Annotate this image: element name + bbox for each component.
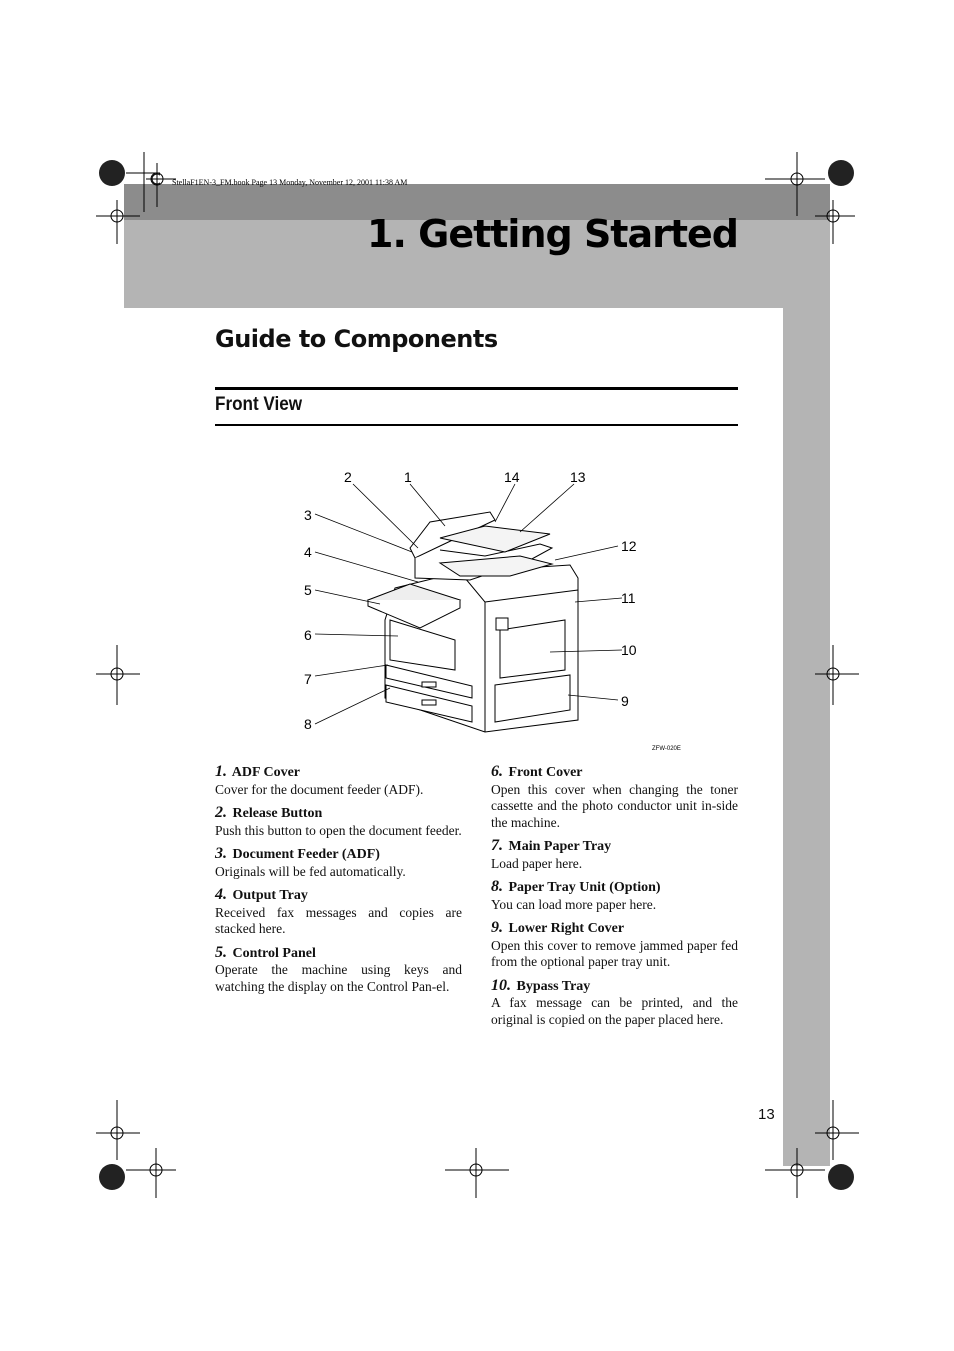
component-number: 10. — [491, 976, 511, 994]
component-heading — [215, 945, 462, 963]
component-description: Push this button to open the document feeder. — [215, 822, 462, 838]
crosshair-icon — [815, 200, 855, 244]
crosshair-icon — [96, 200, 140, 244]
component-item — [215, 945, 462, 996]
component-list-left — [215, 764, 462, 1002]
component-title: Lower Right Cover — [508, 921, 625, 936]
component-description: A fax message can be printed, and the original is copied on the paper placed here. — [491, 995, 738, 1027]
component-number: 2. — [215, 804, 227, 821]
callout-label: 11 — [621, 590, 636, 606]
crosshair-icon — [96, 645, 140, 705]
component-item — [491, 879, 738, 913]
component-title: Release Button — [232, 806, 323, 821]
component-number: 8. — [491, 878, 503, 895]
registration-mark-icon — [765, 1148, 859, 1198]
component-title: Main Paper Tray — [508, 839, 612, 854]
component-item — [491, 978, 738, 1029]
callout-label: 4 — [304, 544, 312, 560]
machine-front-view-figure — [290, 460, 690, 760]
component-number: 5. — [215, 943, 227, 961]
crosshair-icon — [445, 1148, 509, 1198]
print-slug: StellaF1EN-3_FM.book Page 13 Monday, November 12, 2001 11:38 AM — [172, 178, 408, 187]
component-heading — [491, 978, 738, 996]
crosshair-icon — [815, 645, 859, 705]
callout-label: 10 — [621, 642, 637, 658]
component-title: Paper Tray Unit (Option) — [508, 880, 661, 895]
callout-label: 2 — [344, 469, 352, 485]
component-heading — [491, 838, 738, 856]
section-title: Guide to Components — [215, 325, 498, 353]
component-number: 3. — [215, 845, 227, 862]
component-description: You can load more paper here. — [491, 896, 657, 912]
component-description: Open this cover to remove jammed paper fed from the optional paper tray unit. — [491, 937, 738, 969]
callout-label: 6 — [304, 627, 312, 643]
component-heading — [215, 764, 462, 782]
component-list-right — [491, 764, 738, 1035]
page-number: 13 — [758, 1106, 775, 1123]
callout-label: 3 — [304, 507, 312, 523]
component-heading — [215, 887, 462, 905]
component-number: 4. — [215, 886, 227, 903]
component-item — [215, 805, 462, 839]
component-number: 7. — [491, 837, 503, 854]
callout-label: 13 — [570, 469, 586, 485]
component-description: Load paper here. — [491, 855, 583, 871]
component-description: Operate the machine using keys and watching the display on the Control Pan-el. — [215, 962, 462, 994]
chapter-title: 1. Getting Started — [367, 212, 738, 256]
component-title: Output Tray — [232, 888, 308, 903]
chapter-side-bar — [783, 308, 830, 1166]
component-number: 1. — [215, 763, 227, 780]
component-title: Control Panel — [232, 945, 316, 961]
component-description: Open this cover when changing the toner cassette and the photo conductor unit in-side the machine. — [491, 781, 738, 830]
registration-mark-icon — [96, 1148, 176, 1198]
component-heading — [215, 846, 462, 864]
component-item — [491, 920, 738, 971]
component-item — [491, 838, 738, 872]
callout-label: 5 — [304, 582, 312, 598]
component-item — [215, 887, 462, 938]
callout-label: 9 — [621, 693, 629, 709]
component-description: Cover for the document feeder (ADF). — [215, 781, 424, 797]
machine-illustration — [368, 512, 578, 732]
component-number: 9. — [491, 919, 503, 936]
component-item — [215, 846, 462, 880]
callout-label: 1 — [404, 469, 412, 485]
component-heading — [215, 805, 462, 823]
component-heading — [491, 920, 738, 938]
callout-label: 8 — [304, 716, 312, 732]
component-item — [491, 764, 738, 831]
component-heading — [491, 764, 738, 782]
heading-rule — [215, 424, 738, 426]
component-title: Document Feeder (ADF) — [232, 847, 380, 862]
component-title: Bypass Tray — [516, 978, 591, 994]
subsection-title: Front View — [215, 394, 303, 415]
callout-label: 12 — [621, 538, 637, 554]
component-description: Received fax messages and copies are stacked here. — [215, 904, 462, 936]
component-title: ADF Cover — [231, 765, 301, 780]
callout-label: 7 — [304, 671, 312, 687]
component-number: 6. — [491, 763, 503, 780]
callout-label: 14 — [504, 469, 520, 485]
heading-rule — [215, 387, 738, 390]
component-item — [215, 764, 462, 798]
component-description: Originals will be fed automatically. — [215, 863, 406, 879]
figure-code: ZFW-020E — [652, 746, 681, 752]
component-title: Front Cover — [508, 765, 583, 780]
component-heading — [491, 879, 738, 897]
